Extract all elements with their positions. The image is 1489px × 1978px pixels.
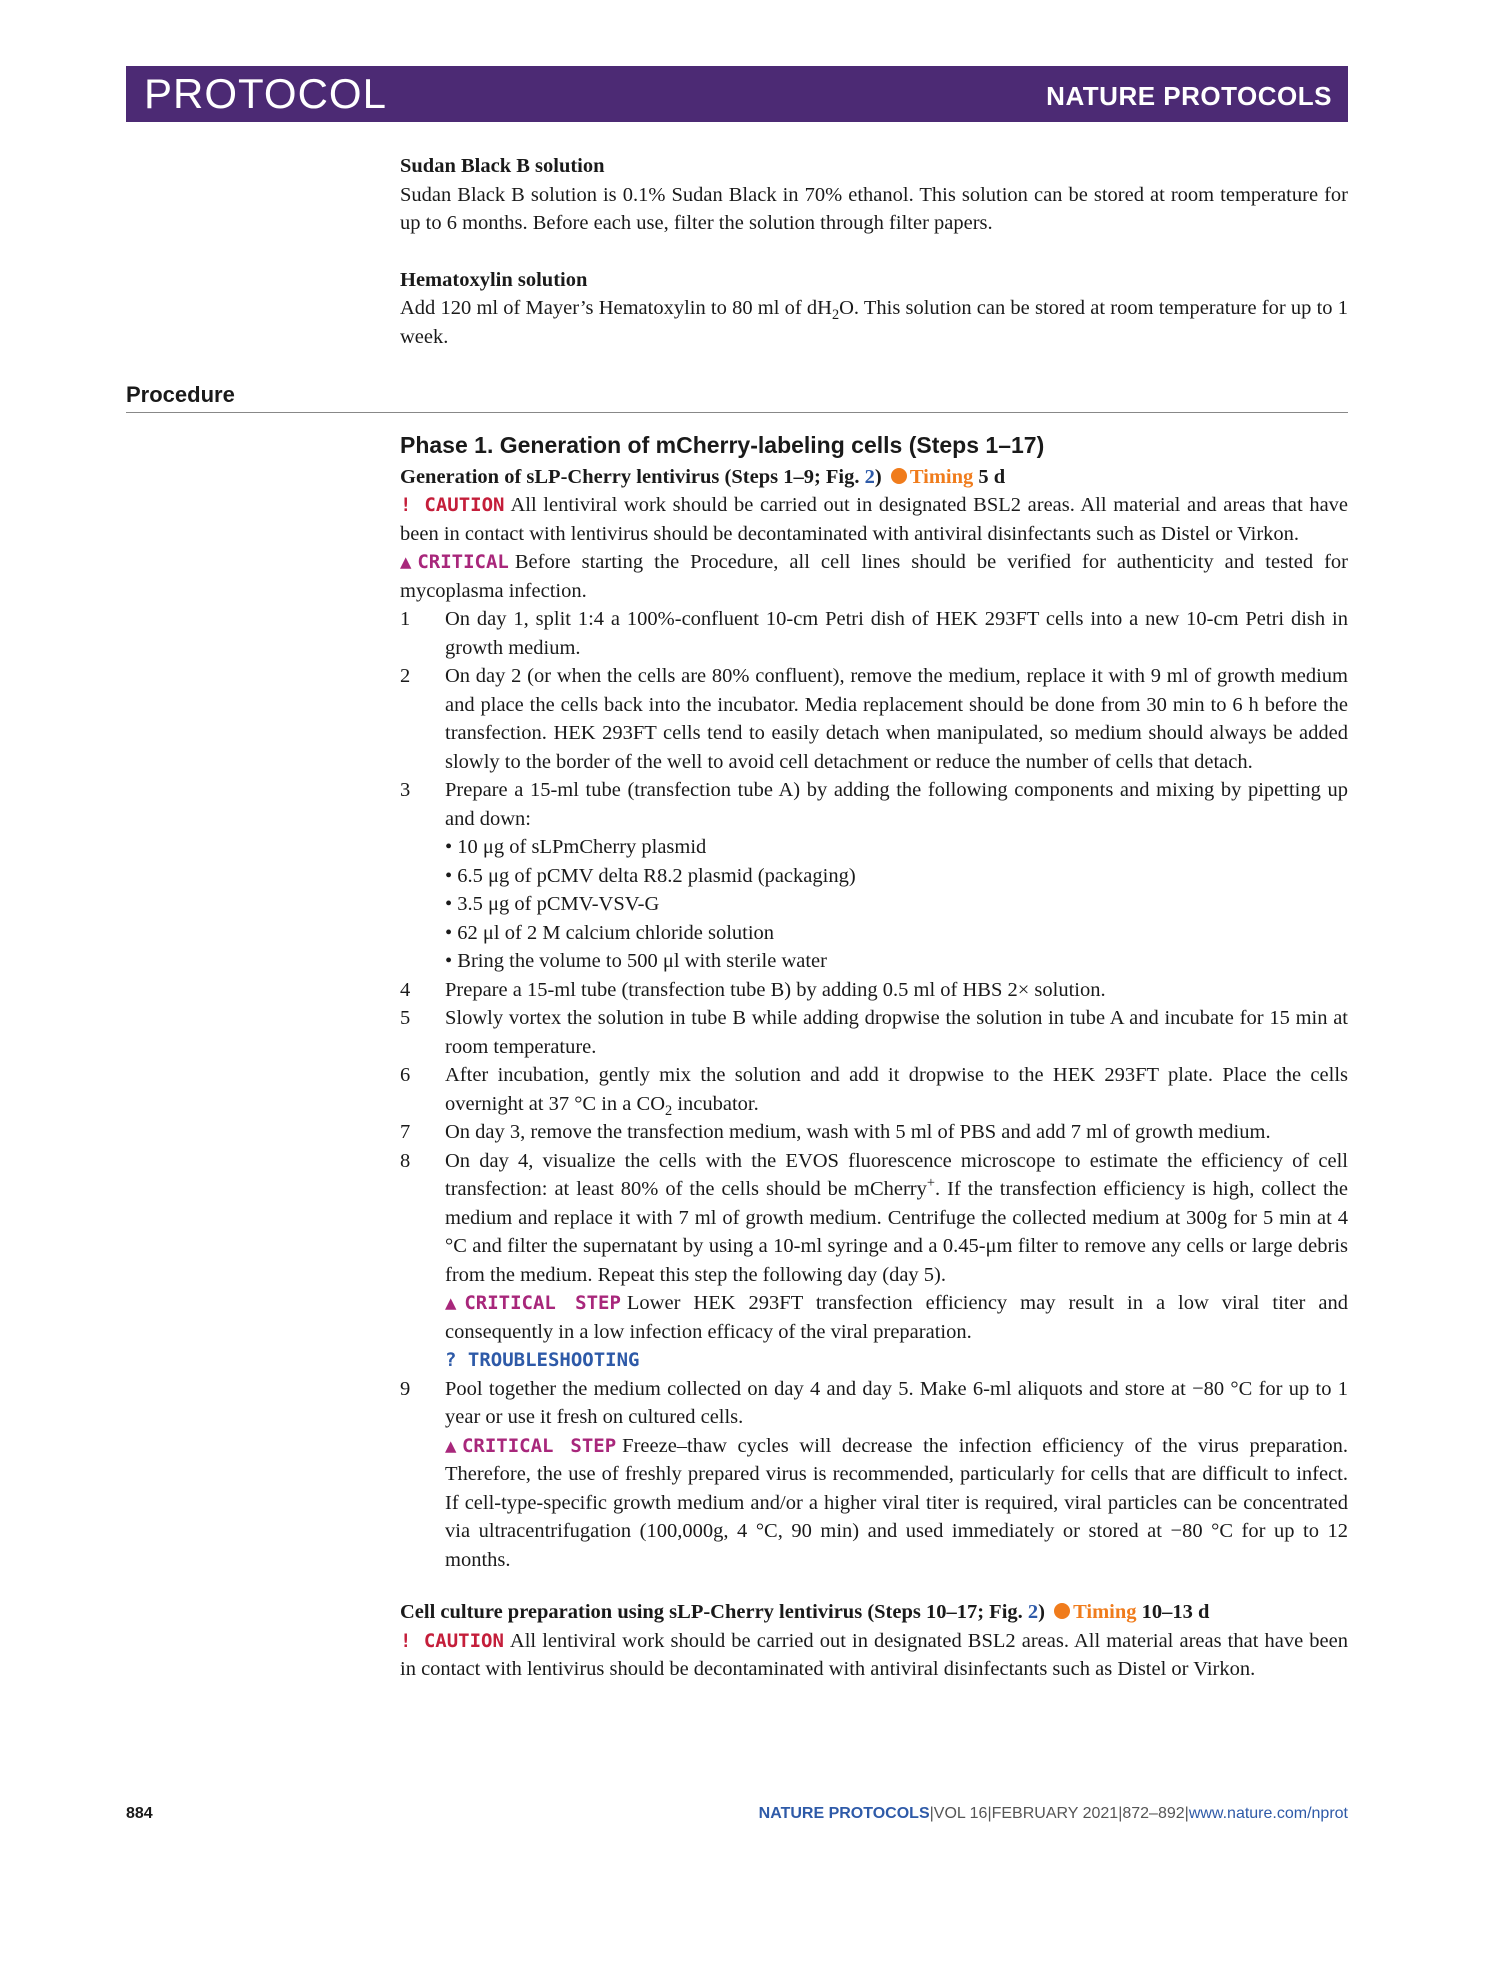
journal-name: NATURE PROTOCOLS: [1046, 81, 1332, 111]
caution-note: ! CAUTION All lentiviral work should be carried out in designated BSL2 areas. All material areas that have been in contact with lentivirus should be decontaminated with antiviral disinfectants such as Distel or Virkon.: [400, 1629, 1348, 1680]
footer-citation: NATURE PROTOCOLS|VOL 16|FEBRUARY 2021|872–892|www.nature.com/nprot: [758, 1805, 1348, 1822]
list-item: • 6.5 μg of pCMV delta R8.2 plasmid (packaging): [445, 864, 856, 887]
reagent-text: Add 120 ml of Mayer’s Hematoxylin to 80 ml of $dH_2O$. This solution can be stored at room temperature for up to 1 week.: [400, 297, 1348, 348]
timing-icon: [891, 468, 907, 484]
step: 4 Prepare a 15-ml tube (transfection tube B) by adding 0.5 ml of HBS 2× solution.: [400, 978, 1106, 1001]
step: 3 Prepare a 15-ml tube (transfection tube A) by adding the following components and mixing by pipetting up and down: • 10 μg of sLPmCherry plasmid • 6.5 μg of pCMV delta R8.2 plasmid (packaging) • 3.5 μg of pCMV-VSV-G • 62 μl of 2 M calcium chloride solution • Bring the volume to 500 μl with sterile water: [400, 776, 1348, 976]
step: 1 On day 1, split 1:4 a 100%-confluent 10-cm Petri dish of HEK 293FT cells into a new 10-cm Petri dish in growth medium.: [400, 608, 1348, 659]
caution-icon: ! CAUTION: [400, 494, 505, 516]
caution-note: ! CAUTION All lentiviral work should be carried out in designated BSL2 areas. All material and areas that have been in contact with lentivirus should be decontaminated with antiviral disinfectants such as Distel or Virkon.: [400, 494, 1349, 545]
procedure-body: [400, 431, 1348, 1684]
journal-url-link[interactable]: www.nature.com/nprot: [1188, 1805, 1348, 1822]
critical-step-note: ▲CRITICAL STEP Freeze–thaw cycles will decrease the infection efficiency of the virus preparation. Therefore, the use of freshly prepared virus is recommended, particularly for cells that are difficult to infect. If cell-type-specific growth medium and/or a higher viral titer is required, viral particles can be concentrated via ultracentrifugation (100,000g, 4 °C, 90 min) and used immediately or stored at −80 °C for up to 12 months.: [445, 1434, 1348, 1571]
list-item: • 3.5 μg of pCMV-VSV-G: [445, 893, 660, 915]
step: 6 After incubation, gently mix the solution and add it dropwise to the HEK 293FT plate. Place the cells overnight at 37 °C in a $CO_2$ incubator.: [400, 1064, 1348, 1119]
section-title: Generation of sLP-Cherry lentivirus (Steps 1–9; Fig. 2) Timing 5 d: [400, 465, 1006, 488]
caution-icon: ! CAUTION: [400, 1629, 504, 1652]
critical-icon: ▲CRITICAL STEP: [445, 1292, 621, 1314]
step: 8 On day 4, visualize the cells with the EVOS fluorescence microscope to estimate the efficiency of cell transfection: at least 80% of the cells should be mCherry+. If the transfection efficiency is high, collect the medium and replace it with 7 ml of growth medium. Centrifuge the collected medium at 300g for 5 min at 4 °C and filter the supernatant by using a 10-ml syringe and a 0.45-μm filter to remove any cells or large debris from the medium. Repeat this step the following day (day 5). ▲CRITICAL STEP Lower HEK 293FT transfection efficiency may result in a low viral titer and consequently in a low infection efficacy of the viral preparation. ? TROUBLESHOOTING: [400, 1147, 1348, 1375]
figure-link[interactable]: 2: [1027, 1601, 1039, 1623]
reagent-text: Sudan Black B solution is 0.1% Sudan Black in 70% ethanol. This solution can be stored at room temperature for up to 6 months. Before each use, filter the solution through filter papers.: [400, 183, 1348, 234]
critical-step-note: ▲CRITICAL STEP Lower HEK 293FT transfection efficiency may result in a low viral titer and consequently in a low infection efficacy of the viral preparation.: [445, 1292, 1348, 1343]
section-title: Cell culture preparation using sLP-Cherry lentivirus (Steps 10–17; Fig. 2) Timing 10–13 d: [400, 1601, 1210, 1623]
page-number: 884: [126, 1805, 153, 1822]
list-item: • 62 μl of 2 M calcium chloride solution: [445, 921, 775, 944]
critical-icon: ▲CRITICAL STEP: [445, 1434, 617, 1457]
reagent-title: Sudan Black B solution: [400, 155, 605, 177]
troubleshooting-link[interactable]: ? TROUBLESHOOTING: [445, 1349, 640, 1371]
step: 2 On day 2 (or when the cells are 80% confluent), remove the medium, replace it with 9 ml of growth medium and place the cells back into the incubator. Media replacement should be done from 30 min to 6 h before the transfection. HEK 293FT cells tend to easily detach when manipulated, so medium should always be added slowly to the border of the well to avoid cell detachment or reduce the number of cells that detach.: [400, 665, 1348, 773]
step: 5 Slowly vortex the solution in tube B while adding dropwise the solution in tube A and incubate for 15 min at room temperature.: [400, 1007, 1348, 1058]
reagent-title: Hematoxylin solution: [400, 268, 588, 291]
timing-icon: [1054, 1603, 1070, 1619]
header-banner: [126, 66, 1348, 122]
phase-title: Phase 1. Generation of mCherry-labeling cells (Steps 1–17): [400, 432, 1045, 458]
critical-icon: ▲CRITICAL: [400, 551, 509, 573]
figure-link[interactable]: 2: [864, 465, 875, 488]
critical-note: ▲CRITICAL Before starting the Procedure, all cell lines should be verified for authenticity and tested for mycoplasma infection.: [400, 551, 1349, 602]
step: 7 On day 3, remove the transfection medium, wash with 5 ml of PBS and add 7 ml of growth medium.: [400, 1121, 1271, 1143]
procedure-heading: Procedure: [126, 382, 235, 407]
reagent-block: [400, 152, 1348, 351]
list-item: • 10 μg of sLPmCherry plasmid: [445, 836, 707, 858]
divider: [126, 412, 1348, 413]
step: 9 Pool together the medium collected on day 4 and day 5. Make 6-ml aliquots and store at −80 °C for up to 1 year or use it fresh on cultured cells. ▲CRITICAL STEP Freeze–thaw cycles will decrease the infection efficiency of the virus preparation. Therefore, the use of freshly prepared virus is recommended, particularly for cells that are difficult to infect. If cell-type-specific growth medium and/or a higher viral titer is required, viral particles can be concentrated via ultracentrifugation (100,000g, 4 °C, 90 min) and used immediately or stored at −80 °C for up to 12 months.: [400, 1375, 1348, 1575]
section-label: PROTOCOL: [144, 70, 387, 117]
list-item: • Bring the volume to 500 μl with sterile water: [445, 950, 827, 972]
